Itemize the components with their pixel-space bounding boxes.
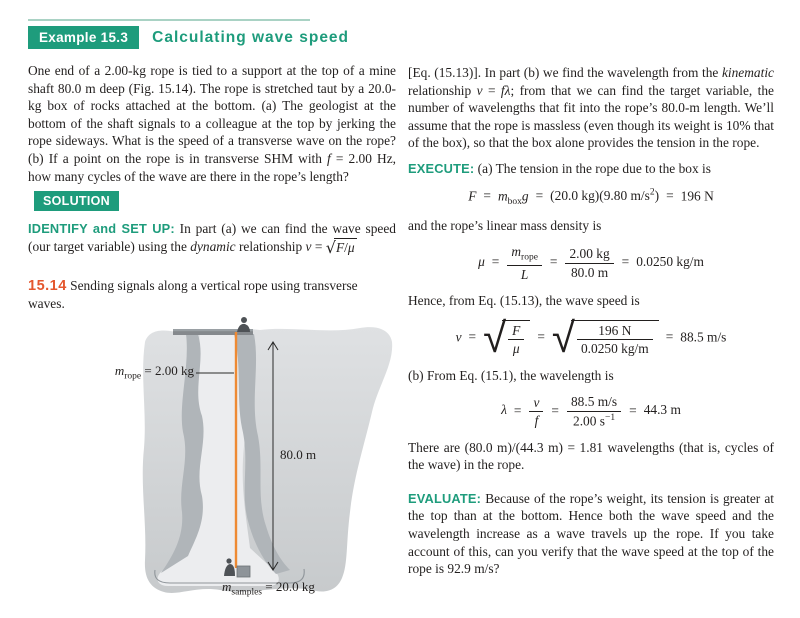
var-F: F: [335, 240, 345, 256]
radical: [551, 313, 659, 363]
radical-sign: √: [325, 237, 336, 257]
fraction: [508, 323, 524, 357]
slash: /: [344, 240, 348, 256]
text-run: =: [311, 238, 326, 254]
text-run: One end of a 2.00-kg rope is tied to a support at the top of a mine shaft 80.0 m deep (Fig. 15.14). The rope is stretched taut by a 20.0-kg box of rocks attached at the bottom. (a) The geologist at the bottom of the shaft signals to a colleague at the top by jerking the rope sideways. What is the speed of a transverse wave on the rope? (b) If a point on the rope is in transverse SHM with: [28, 63, 396, 166]
part-b-paragraph: (b) From Eq. (15.1), the wavelength is: [408, 367, 614, 383]
tension-equation: [408, 188, 774, 207]
sub-samples: samples: [231, 587, 262, 598]
var-F: F: [468, 188, 477, 204]
solution-badge: SOLUTION: [34, 191, 119, 211]
hence-paragraph: Hence, from Eq. (15.13), the wave speed is: [408, 293, 640, 309]
setup-continued-paragraph: [408, 64, 774, 152]
var-m: m: [497, 188, 508, 204]
fraction: [577, 323, 653, 357]
execute-paragraph: [408, 160, 774, 178]
var-v: v: [455, 329, 462, 345]
var-m: m: [511, 244, 522, 260]
left-column: [28, 19, 396, 606]
numerator: 196 N: [577, 323, 653, 340]
numerator: 88.5 m/s: [567, 394, 621, 411]
text-run: ): [654, 188, 660, 204]
problem-text: [28, 62, 396, 185]
colleague-figure: [237, 317, 250, 332]
text-run: ; from that we can find the target variable, the number of wavelengths that fit into the rope’s 80.0-m length. We’ll assume that the rope is massless (even though its weight is 10% that of the box), so that the box alone provides the tension in the rope.: [408, 82, 775, 151]
figure-number: 15.14: [28, 277, 67, 294]
equation-result: 44.3 m: [643, 402, 681, 418]
identify-label: IDENTIFY and SET UP:: [28, 221, 175, 237]
wavelength-count-paragraph: There are (80.0 m)/(44.3 m) = 1.81 wavelengths (that is, cycles of the wave) in the rope.: [408, 439, 774, 473]
text-run: Sending signals along a vertical rope using transverse waves.: [28, 277, 358, 311]
depth-label: 80.0 m: [280, 446, 317, 462]
var-v: v: [476, 82, 483, 98]
radical-sign: √: [483, 313, 507, 363]
rock-box: [237, 566, 250, 577]
example-badge: Example 15.3: [28, 26, 139, 49]
mine-shaft-figure: [28, 316, 396, 606]
radical: [483, 313, 530, 363]
equals-sign: =: [549, 254, 558, 270]
fraction: [565, 246, 613, 280]
var-mu: μ: [347, 240, 355, 256]
density-paragraph: and the rope’s linear mass density is: [408, 217, 602, 233]
equals-sign: =: [468, 329, 477, 345]
denominator: 2.00 s: [573, 413, 605, 429]
text-run: = 20.0 kg: [262, 578, 315, 594]
fraction: [567, 394, 621, 428]
equals-sign: =: [535, 188, 544, 204]
text-run-italic: kinematic: [721, 65, 774, 80]
equals-sign: =: [513, 402, 522, 418]
equation-result: 88.5 m/s: [680, 329, 727, 345]
text-run: =: [482, 82, 501, 98]
header-rule: [28, 19, 310, 21]
var-m: m: [114, 362, 125, 378]
fraction: [507, 244, 542, 282]
identify-paragraph: [28, 220, 396, 257]
wave-speed-equation: [408, 313, 774, 363]
equals-sign: =: [491, 254, 500, 270]
sub-rope: rope: [521, 252, 538, 263]
fraction: [529, 395, 543, 429]
equals-sign: =: [665, 329, 674, 345]
equals-sign: =: [483, 188, 491, 204]
var-f: f: [327, 150, 331, 166]
radical-sign: √: [551, 313, 575, 363]
evaluate-paragraph: [408, 490, 774, 578]
execute-label: EXECUTE:: [408, 160, 475, 176]
var-flambda: fλ: [500, 82, 511, 98]
sub-box: box: [507, 196, 522, 207]
rope-mass-label: [56, 363, 194, 385]
text-run: relationship: [408, 82, 477, 98]
samples-mass-label: [222, 579, 315, 601]
wavelength-equation: [408, 394, 774, 428]
equals-sign: =: [621, 254, 630, 270]
var-v: v: [533, 394, 540, 410]
mass-density-equation: [408, 244, 774, 282]
right-column: [408, 64, 774, 578]
var-g: g: [521, 188, 529, 204]
text-run: = 2.00 Hz, how many cycles of the wave are there in the rope’s length?: [28, 150, 396, 184]
equation-result: 0.0250 kg/m: [636, 254, 704, 270]
text-run: [Eq. (15.13)]. In part (b) we find the wavelength from the: [408, 65, 722, 80]
exponent: 2: [649, 187, 655, 198]
denominator: 0.0250 kg/m: [580, 341, 649, 357]
figure-caption: [28, 277, 396, 312]
sub-rope: rope: [124, 371, 142, 382]
numeric-values: [550, 188, 659, 203]
var-mu: μ: [512, 341, 520, 357]
equals-sign: =: [629, 402, 637, 418]
denominator: 80.0 m: [570, 264, 609, 280]
equals-sign: =: [537, 329, 545, 345]
var-mu: μ: [478, 254, 485, 270]
equation-result: 196 N: [680, 188, 714, 204]
var-F: F: [512, 322, 521, 338]
text-run: relationship: [235, 238, 306, 254]
var-m: m: [222, 578, 232, 594]
example-header: [28, 26, 396, 49]
exponent: −1: [605, 412, 616, 423]
var-v: v: [305, 238, 312, 254]
equals-sign: =: [551, 402, 559, 418]
text-run: (a) The tension in the rope due to the box is: [474, 160, 711, 176]
text-run-italic: dynamic: [190, 238, 236, 254]
example-title: Calculating wave speed: [152, 28, 350, 46]
var-f: f: [534, 412, 539, 428]
text-run: Because of the rope’s weight, its tension is greater at the top than at the bottom. Hence both the wave speed and the wavelength increase as a wave travels up the rope. If you take account of this, can you verify that the wave speed at the top of the rope is 92.9 m/s?: [408, 490, 774, 577]
mine-shaft-art: [28, 316, 396, 606]
text-run: = 2.00 kg: [141, 362, 194, 378]
text-run: (20.0 kg)(9.80 m/s: [550, 188, 650, 204]
text-run: In part (a) we can find the wave speed (our target variable) using the: [28, 221, 396, 254]
equals-sign: =: [666, 188, 674, 204]
evaluate-label: EVALUATE:: [408, 490, 482, 506]
var-lambda: λ: [501, 402, 507, 418]
sqrt-expression: [326, 238, 357, 257]
numerator: 2.00 kg: [565, 246, 613, 263]
var-L: L: [520, 266, 529, 282]
